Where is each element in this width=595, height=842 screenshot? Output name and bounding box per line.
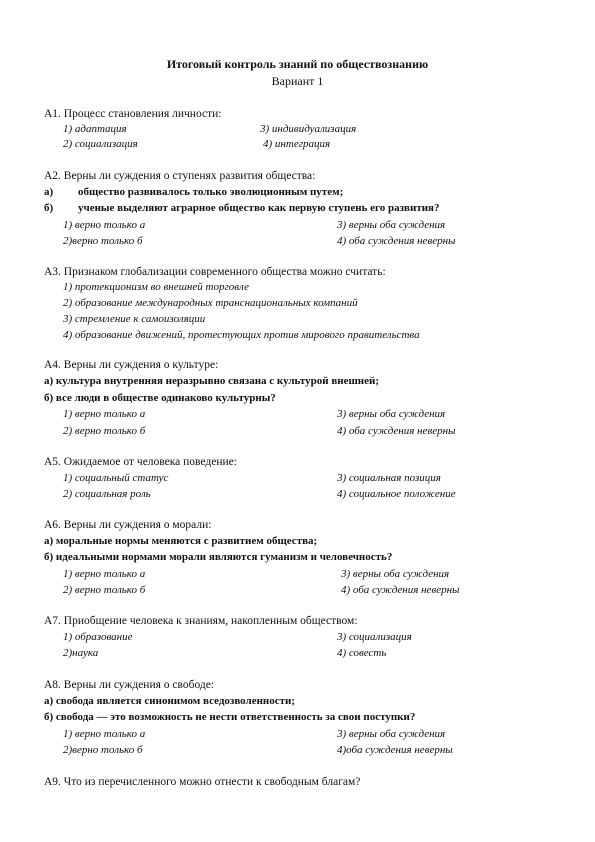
question-a9: А9. Что из перечисленного можно отнести к свободным благам? <box>44 776 361 788</box>
option-a4-4: 4) оба суждения неверны <box>337 425 456 437</box>
statement-a4-a: а) культура внутренняя неразрывно связана с культурой внешней; <box>44 375 380 387</box>
option-a5-1: 1) социальный статус <box>63 472 169 484</box>
option-a8-4: 4)оба суждения неверны <box>337 744 453 756</box>
option-a1-2: 2) социализация <box>63 138 138 150</box>
option-a2-1: 1) верно только а <box>63 219 146 231</box>
question-a6: А6. Верны ли суждения о морали: <box>44 519 212 531</box>
statement-a6-a: а) моральные нормы меняются с развитием общества; <box>44 535 318 547</box>
question-a8: А8. Верны ли суждения о свободе: <box>44 679 215 691</box>
question-a5: А5. Ожидаемое от человека поведение: <box>44 456 237 468</box>
statement-a2-b: ученые выделяют аграрное общество как первую ступень его развития? <box>78 202 440 214</box>
option-a1-3: 3) индивидуализация <box>260 123 357 135</box>
variant-label: Вариант 1 <box>271 74 324 88</box>
statement-a6-b: б) идеальными нормами морали являются гуманизм и человечность? <box>44 551 393 563</box>
option-a8-1: 1) верно только а <box>63 728 146 740</box>
page-title: Итоговый контроль знаний по обществознанию <box>166 57 429 71</box>
option-a2-3: 3) верны оба суждения <box>337 219 446 231</box>
statement-a8-a: а) свобода является синонимом вседозволенности; <box>44 695 296 707</box>
option-a6-1: 1) верно только а <box>63 568 146 580</box>
question-a2: А2. Верны ли суждения о ступенях развития общества: <box>44 170 316 182</box>
question-a4: А4. Верны ли суждения о культуре: <box>44 359 219 371</box>
option-a6-3: 3) верны оба суждения <box>341 568 450 580</box>
option-a7-4: 4) совесть <box>337 647 387 659</box>
option-a6-4: 4) оба суждения неверны <box>341 584 460 596</box>
option-a7-3: 3) социализация <box>337 631 412 643</box>
option-a6-2: 2) верно только б <box>63 584 146 596</box>
option-a3-3: 3) стремление к самоизоляции <box>63 313 206 325</box>
option-a8-3: 3) верны оба суждения <box>337 728 446 740</box>
question-a7: А7. Приобщение человека к знаниям, накопленным обществом: <box>44 615 358 627</box>
option-a7-2: 2)наука <box>63 647 99 659</box>
option-a2-4: 4) оба суждения неверны <box>337 235 456 247</box>
option-a8-2: 2)верно только б <box>63 744 143 756</box>
option-a3-2: 2) образование международных транснациональных компаний <box>63 297 358 309</box>
statement-a8-b: б) свобода — это возможность не нести ответственность за свои поступки? <box>44 711 416 723</box>
option-a5-4: 4) социальное положение <box>337 488 456 500</box>
option-a1-4: 4) интеграция <box>263 138 331 150</box>
option-a5-3: 3) социальная позиция <box>337 472 441 484</box>
option-a4-1: 1) верно только а <box>63 408 146 420</box>
option-a3-4: 4) образование движений, протестующих против мирового правительства <box>63 329 420 341</box>
statement-a2-a-marker: а) <box>44 186 54 198</box>
option-a7-1: 1) образование <box>63 631 133 643</box>
statement-a4-b: б) все люди в обществе одинаково культурны? <box>44 392 276 404</box>
option-a4-2: 2) верно только б <box>63 425 146 437</box>
statement-a2-a: общество развивалось только эволюционным путем; <box>78 186 344 198</box>
option-a2-2: 2)верно только б <box>63 235 143 247</box>
option-a4-3: 3) верны оба суждения <box>337 408 446 420</box>
statement-a2-b-marker: б) <box>44 202 54 214</box>
question-a1: А1. Процесс становления личности: <box>44 108 222 120</box>
option-a5-2: 2) социальная роль <box>63 488 151 500</box>
option-a3-1: 1) протекционизм во внешней торговле <box>63 281 249 293</box>
option-a1-1: 1) адаптация <box>63 123 127 135</box>
question-a3: А3. Признаком глобализации современного общества можно считать: <box>44 266 386 278</box>
